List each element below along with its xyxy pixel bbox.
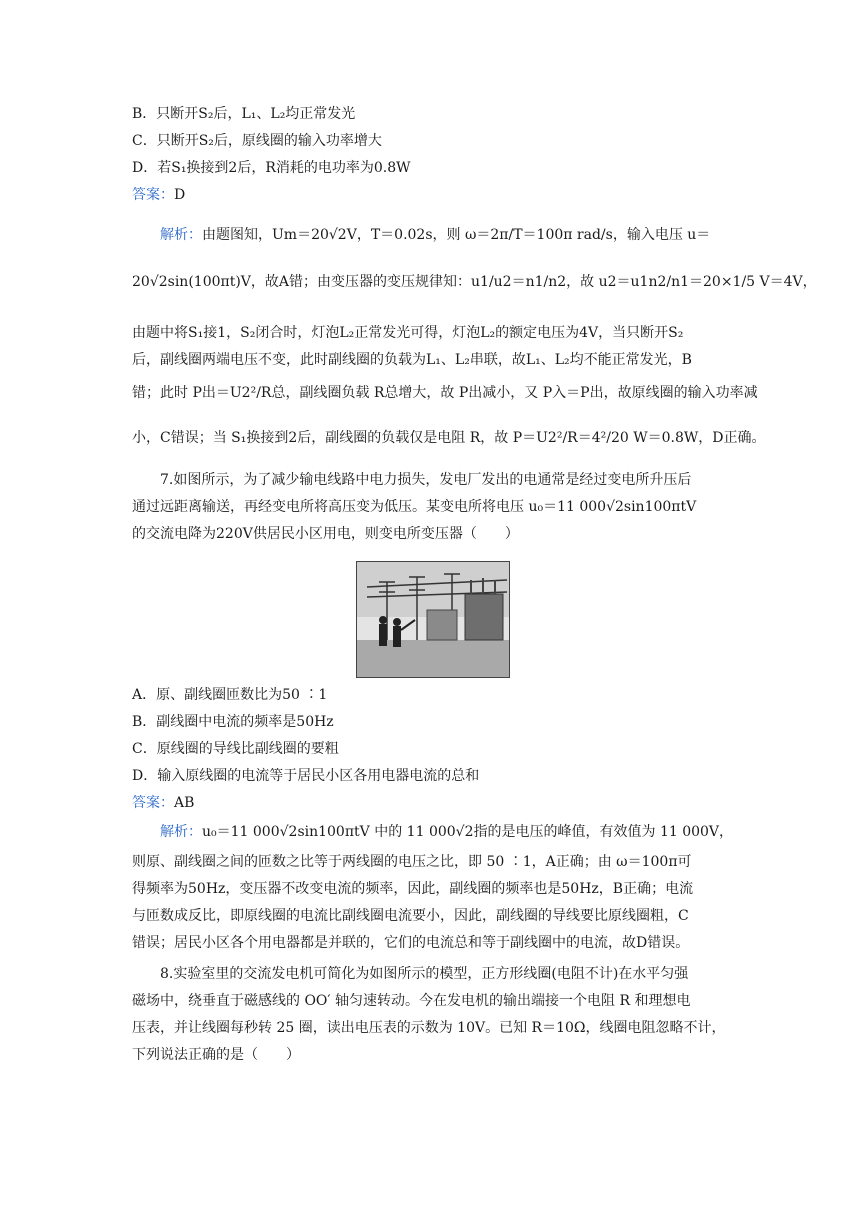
q7-answer-value: AB [174,795,195,811]
q7-option-b: B．副线圈中电流的频率是50Hz [132,714,334,730]
q7-option-d: D．输入原线圈的电流等于居民小区各用电器电流的总和 [132,768,480,784]
q7-analysis-line-4: 与匝数成反比，即原线圈的电流比副线圈电流要小，因此，副线圈的导线要比原线圈粗，C [132,908,689,924]
q7-answer-label: 答案： [132,795,174,811]
q6-analysis-line-4: 后，副线圈两端电压不变，此时副线圈的负载为L₁、L₂串联，故L₁、L₂均不能正常发光，B [132,352,692,368]
q7-stem-line-2: 通过远距离输送，再经变电所将高压变为低压。某变电所将电压 u₀＝11 000√2sin100πtV [132,499,697,515]
q7-stem-line-3: 的交流电降为220V供居民小区用电，则变电所变压器（ ） [132,526,519,542]
q6-option-c: C．只断开S₂后，原线圈的输入功率增大 [132,133,382,149]
q7-analysis-line-5: 错误；居民小区各个用电器都是并联的，它们的电流总和等于副线圈中的电流，故D错误。 [132,935,690,951]
q8-stem-line-4: 下列说法正确的是（ ） [132,1047,300,1063]
q7-stem-line-1: 7.如图所示，为了减少输电线路中电力损失，发电厂发出的电通常是经过变电所升压后 [160,472,692,488]
q7-analysis-line-1: 解析：u₀＝11 000√2sin100πtV 中的 11 000√2指的是电压的峰值，有效值为 11 000V， [160,824,734,840]
q6-option-d: D．若S₁换接到2后，R消耗的电功率为0.8W [132,160,411,176]
q6-answer-value: D [174,187,186,203]
q6-analysis-line-2: 20√2sin(100πt)V，故A错；由变压器的变压规律知：u1/u2＝n1/n2，故 u2＝u1n2/n1＝20×1/5 V＝4V， [132,274,817,290]
q8-stem-line-1: 8.实验室里的交流发电机可简化为如图所示的模型，正方形线圈(电阻不计)在水平匀强 [160,966,689,982]
q6-analysis-label: 解析： [160,227,202,243]
q7-option-c: C．原线圈的导线比副线圈的要粗 [132,741,339,757]
q7-analysis-label: 解析： [160,824,202,840]
q6-answer-label: 答案： [132,187,174,203]
substation-photo [356,561,510,678]
q7-analysis-line-2: 则原、副线圈之间的匝数之比等于两线圈的电压之比，即 50 ∶1，A正确；由 ω＝100π可 [132,854,692,870]
q6-analysis-line-6: 小，C错误；当 S₁换接到2后，副线圈的负载仅是电阻 R，故 P＝U2²/R＝4²/20 W＝0.8W，D正确。 [132,430,766,446]
q8-stem-line-3: 压表，并让线圈每秒转 25 圈，读出电压表的示数为 10V。已知 R＝10Ω，线圈电阻忽略不计， [132,1020,726,1036]
q6-analysis-line-1: 解析：由题图知，Um＝20√2V，T＝0.02s，则 ω＝2π/T＝100π rad/s，输入电压 u＝ [160,227,711,243]
q7-option-a: A．原、副线圈匝数比为50 ∶1 [132,687,328,703]
q8-stem-line-2: 磁场中，绕垂直于磁感线的 OO′ 轴匀速转动。今在发电机的输出端接一个电阻 R 和理想电 [132,993,691,1009]
q7-answer [132,793,732,813]
q6-analysis-line-5: 错；此时 P出＝U2²/R总，副线圈负载 R总增大，故 P出减小，又 P入＝P出，故原线圈的输入功率减 [132,385,758,401]
q6-option-b: B．只断开S₂后，L₁、L₂均正常发光 [132,106,356,122]
q6-analysis-line-3: 由题中将S₁接1，S₂闭合时，灯泡L₂正常发光可得，灯泡L₂的额定电压为4V，当只断开S₂ [132,325,684,341]
q6-answer [132,185,732,205]
q7-analysis-line-3: 得频率为50Hz，变压器不改变电流的频率，因此，副线圈的频率也是50Hz，B正确；电流 [132,881,694,897]
